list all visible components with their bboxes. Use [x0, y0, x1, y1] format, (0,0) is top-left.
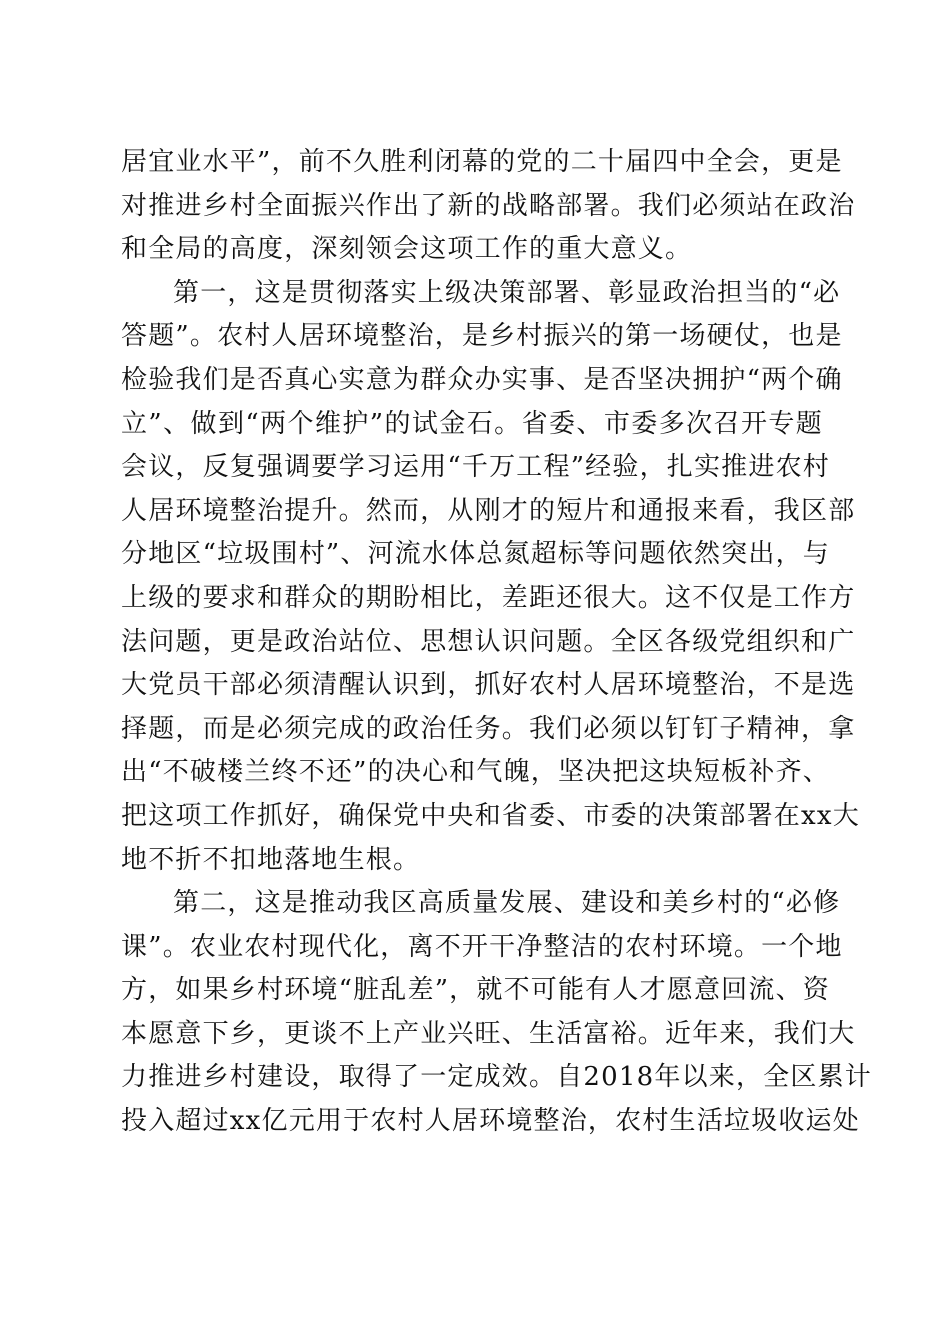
text-line: 法问题，更是政治站位、思想认识问题。全区各级党组织和广 — [121, 626, 856, 657]
text-line: 方，如果乡村环境“脏乱差”，就不可能有人才愿意回流、资 — [121, 975, 830, 1006]
text-line: 把这项工作抓好，确保党中央和省委、市委的决策部署在xx大 — [121, 800, 860, 831]
document-body — [121, 141, 872, 1144]
text-line: 投入超过xx亿元用于农村人居环境整治，农村生活垃圾收运处 — [121, 1106, 860, 1137]
text-line: 上级的要求和群众的期盼相比，差距还很大。这不仅是工作方 — [121, 582, 856, 613]
text-line: 对推进乡村全面振兴作出了新的战略部署。我们必须站在政治 — [121, 190, 856, 221]
text-line: 力推进乡村建设，取得了一定成效。自2018年以来，全区累计 — [121, 1062, 872, 1093]
text-line: 和全局的高度，深刻领会这项工作的重大意义。 — [121, 234, 693, 265]
text-line: 人居环境整治提升。然而，从刚才的短片和通报来看，我区部 — [121, 495, 856, 526]
text-line: 第二，这是推动我区高质量发展、建设和美乡村的“必修 — [173, 888, 841, 919]
text-line: 检验我们是否真心实意为群众办实事、是否坚决拥护“两个确 — [121, 364, 843, 395]
text-line: 本愿意下乡，更谈不上产业兴旺、生活富裕。近年来，我们大 — [121, 1018, 856, 1049]
paragraph-second-point — [121, 882, 872, 1144]
text-line: 分地区“垃圾围村”、河流水体总氮超标等问题依然突出，与 — [121, 539, 830, 570]
text-line: 居宜业水平”，前不久胜利闭幕的党的二十届四中全会，更是 — [121, 147, 843, 177]
paragraph-first-point — [121, 272, 860, 882]
text-line: 大党员干部必须清醒认识到，抓好农村人居环境整治，不是选 — [121, 670, 856, 701]
text-line: 答题”。农村人居环境整治，是乡村振兴的第一场硬仗，也是 — [121, 321, 843, 352]
text-line: 出“不破楼兰终不还”的决心和气魄，坚决把这块短板补齐、 — [121, 757, 830, 788]
paragraph-intro-continued — [121, 141, 856, 272]
text-line: 课”。农业农村现代化，离不开干净整洁的农村环境。一个地 — [121, 931, 843, 962]
text-line: 地不折不扣地落地生根。 — [121, 844, 421, 875]
text-line: 择题，而是必须完成的政治任务。我们必须以钉钉子精神，拿 — [121, 713, 856, 744]
text-line: 会议，反复强调要学习运用“千万工程”经验，扎实推进农村 — [121, 452, 830, 483]
text-line: 立”、做到“两个维护”的试金石。省委、市委多次召开专题 — [121, 408, 823, 439]
text-line: 第一，这是贯彻落实上级决策部署、彰显政治担当的“必 — [173, 277, 841, 308]
